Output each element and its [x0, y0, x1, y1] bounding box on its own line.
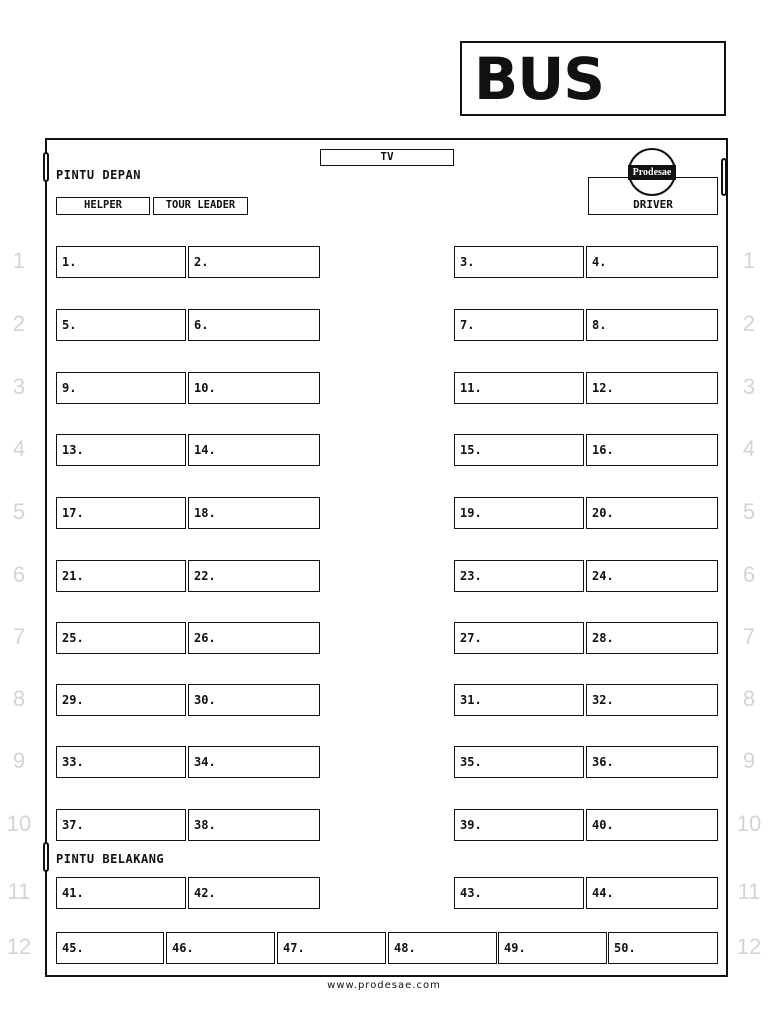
page-title: BUS — [474, 45, 605, 113]
row-number-right: 10 — [736, 811, 762, 836]
seat-number: 37. — [62, 818, 84, 832]
seat-48[interactable] — [388, 932, 497, 964]
seat-number: 29. — [62, 693, 84, 707]
seat-33[interactable] — [56, 746, 186, 778]
seat-41[interactable] — [56, 877, 186, 909]
seat-number: 27. — [460, 631, 482, 645]
seat-number: 30. — [194, 693, 216, 707]
row-number-right: 2 — [742, 311, 756, 336]
seat-number: 45. — [62, 941, 84, 955]
seat-number: 4. — [592, 255, 607, 269]
seat-number: 8. — [592, 318, 607, 332]
seat-25[interactable] — [56, 622, 186, 654]
seat-10[interactable] — [188, 372, 320, 404]
seat-20[interactable] — [586, 497, 718, 529]
seat-15[interactable] — [454, 434, 584, 466]
seat-number: 1. — [62, 255, 77, 269]
row-number-left: 3 — [12, 374, 26, 399]
seat-number: 26. — [194, 631, 216, 645]
row-number-right: 6 — [742, 562, 756, 587]
seat-13[interactable] — [56, 434, 186, 466]
row-number-right: 12 — [736, 934, 762, 959]
row-number-left: 12 — [6, 934, 32, 959]
seat-40[interactable] — [586, 809, 718, 841]
seat-number: 34. — [194, 755, 216, 769]
seat-number: 7. — [460, 318, 475, 332]
seat-21[interactable] — [56, 560, 186, 592]
seat-number: 5. — [62, 318, 77, 332]
seat-3[interactable] — [454, 246, 584, 278]
seat-17[interactable] — [56, 497, 186, 529]
row-number-right: 8 — [742, 686, 756, 711]
row-number-left: 10 — [6, 811, 32, 836]
row-number-right: 11 — [737, 879, 761, 904]
row-number-left: 2 — [12, 311, 26, 336]
seat-number: 44. — [592, 886, 614, 900]
seat-number: 18. — [194, 506, 216, 520]
seat-18[interactable] — [188, 497, 320, 529]
seat-29[interactable] — [56, 684, 186, 716]
seat-number: 49. — [504, 941, 526, 955]
seat-number: 36. — [592, 755, 614, 769]
seat-2[interactable] — [188, 246, 320, 278]
seat-24[interactable] — [586, 560, 718, 592]
seat-9[interactable] — [56, 372, 186, 404]
seat-36[interactable] — [586, 746, 718, 778]
seat-50[interactable] — [608, 932, 718, 964]
row-number-left: 9 — [12, 748, 26, 773]
row-number-left: 11 — [7, 879, 31, 904]
row-number-left: 6 — [12, 562, 26, 587]
seat-number: 39. — [460, 818, 482, 832]
seat-5[interactable] — [56, 309, 186, 341]
row-number-right: 7 — [742, 624, 756, 649]
row-number-left: 1 — [12, 248, 26, 273]
seat-number: 22. — [194, 569, 216, 583]
seat-23[interactable] — [454, 560, 584, 592]
seat-1[interactable] — [56, 246, 186, 278]
seat-number: 15. — [460, 443, 482, 457]
seat-31[interactable] — [454, 684, 584, 716]
seat-number: 25. — [62, 631, 84, 645]
seat-43[interactable] — [454, 877, 584, 909]
seat-number: 48. — [394, 941, 416, 955]
title-box — [460, 41, 726, 116]
seat-number: 24. — [592, 569, 614, 583]
seat-32[interactable] — [586, 684, 718, 716]
seat-number: 47. — [283, 941, 305, 955]
seat-42[interactable] — [188, 877, 320, 909]
seat-number: 14. — [194, 443, 216, 457]
seat-8[interactable] — [586, 309, 718, 341]
seat-number: 10. — [194, 381, 216, 395]
seat-number: 12. — [592, 381, 614, 395]
seat-49[interactable] — [498, 932, 607, 964]
seat-number: 3. — [460, 255, 475, 269]
seat-12[interactable] — [586, 372, 718, 404]
row-number-right: 1 — [742, 248, 756, 273]
front-door-left-marker — [43, 152, 49, 182]
seat-number: 11. — [460, 381, 482, 395]
front-door-label: PINTU DEPAN — [56, 168, 141, 182]
row-number-right: 5 — [742, 499, 756, 524]
seat-number: 23. — [460, 569, 482, 583]
seat-number: 40. — [592, 818, 614, 832]
seat-26[interactable] — [188, 622, 320, 654]
seat-number: 19. — [460, 506, 482, 520]
prodesae-logo — [628, 148, 676, 196]
seat-19[interactable] — [454, 497, 584, 529]
rear-door-marker — [43, 842, 49, 872]
seat-number: 21. — [62, 569, 84, 583]
seat-38[interactable] — [188, 809, 320, 841]
seat-16[interactable] — [586, 434, 718, 466]
seat-22[interactable] — [188, 560, 320, 592]
row-number-left: 5 — [12, 499, 26, 524]
helper-seat[interactable]: HELPER — [56, 197, 150, 215]
seat-number: 46. — [172, 941, 194, 955]
row-number-right: 9 — [742, 748, 756, 773]
tv-box: TV — [320, 149, 454, 166]
row-number-left: 7 — [12, 624, 26, 649]
front-door-right-marker — [721, 158, 727, 196]
logo-text: Prodesae — [628, 165, 676, 180]
seat-14[interactable] — [188, 434, 320, 466]
seat-number: 43. — [460, 886, 482, 900]
seat-47[interactable] — [277, 932, 386, 964]
seat-number: 41. — [62, 886, 84, 900]
seat-46[interactable] — [166, 932, 275, 964]
seat-4[interactable] — [586, 246, 718, 278]
seat-7[interactable] — [454, 309, 584, 341]
seat-number: 16. — [592, 443, 614, 457]
tour-leader-seat[interactable]: TOUR LEADER — [153, 197, 248, 215]
seat-44[interactable] — [586, 877, 718, 909]
seat-39[interactable] — [454, 809, 584, 841]
seat-number: 38. — [194, 818, 216, 832]
footer-url: www.prodesae.com — [327, 980, 441, 991]
row-number-left: 8 — [12, 686, 26, 711]
seat-number: 50. — [614, 941, 636, 955]
row-number-right: 3 — [742, 374, 756, 399]
seat-number: 32. — [592, 693, 614, 707]
seat-number: 42. — [194, 886, 216, 900]
seat-number: 33. — [62, 755, 84, 769]
seat-27[interactable] — [454, 622, 584, 654]
seat-number: 17. — [62, 506, 84, 520]
seat-number: 13. — [62, 443, 84, 457]
seat-11[interactable] — [454, 372, 584, 404]
rear-door-label: PINTU BELAKANG — [56, 852, 165, 866]
row-number-left: 4 — [12, 436, 26, 461]
seat-number: 31. — [460, 693, 482, 707]
seat-number: 6. — [194, 318, 209, 332]
row-number-right: 4 — [742, 436, 756, 461]
seat-34[interactable] — [188, 746, 320, 778]
seat-35[interactable] — [454, 746, 584, 778]
seat-37[interactable] — [56, 809, 186, 841]
seat-30[interactable] — [188, 684, 320, 716]
seat-number: 9. — [62, 381, 77, 395]
seat-number: 35. — [460, 755, 482, 769]
seat-number: 28. — [592, 631, 614, 645]
seat-number: 2. — [194, 255, 209, 269]
seat-number: 20. — [592, 506, 614, 520]
driver-label: DRIVER — [633, 198, 673, 211]
seat-28[interactable] — [586, 622, 718, 654]
seat-45[interactable] — [56, 932, 164, 964]
seat-6[interactable] — [188, 309, 320, 341]
